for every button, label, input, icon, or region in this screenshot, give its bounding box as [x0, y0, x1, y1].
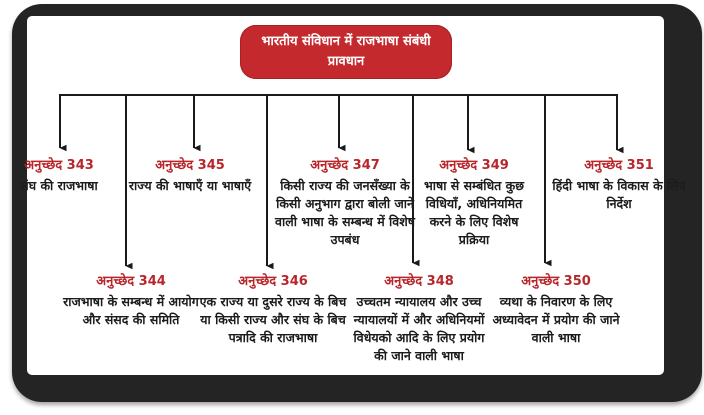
node-article-350: [490, 274, 622, 347]
node-article-343: [0, 158, 118, 195]
article-343-label: अनुच्छेद 343: [24, 158, 94, 173]
article-349-description: भाषा से सम्बंधित कुछ विधियाँ, अधिनियमित करने के लिए विशेष प्रक्रिया: [423, 177, 525, 248]
article-350-label: अनुच्छेद 350: [521, 274, 591, 289]
node-article-348: [346, 274, 492, 365]
article-343-description: संघ की राजभाषा: [20, 177, 98, 193]
node-article-347: [270, 158, 420, 249]
article-351-label: अनुच्छेद 351: [584, 158, 654, 173]
node-article-344: [56, 274, 206, 329]
article-348-description: उच्चतम न्यायालय और उच्च न्यायालयों में और अधिनियमों विधेयको आदि के लिए प्रयोग की जाने वाली भाषा: [353, 293, 485, 364]
node-article-345: [120, 158, 260, 195]
article-350-description: व्यथा के निवारण के लिए अध्यावेदन में प्रयोग की जाने वाली भाषा: [492, 293, 620, 346]
article-345-label: अनुच्छेद 345: [155, 158, 225, 173]
article-347-description: किसी राज्य की जनसँख्या के किसी अनुभाग द्वारा बोली जाने वाली भाषा के सम्बन्ध में विशेष उपबंध: [275, 177, 415, 248]
article-346-description: एक राज्य या दुसरे राज्य के बिच या किसी राज्य और संघ के बिच पत्रादि की राजभाषा: [199, 293, 347, 346]
diagram-title-line1: भारतीय संविधान में राजभाषा संबंधी: [261, 33, 431, 49]
node-article-349: [416, 158, 532, 249]
article-349-label: अनुच्छेद 349: [439, 158, 509, 173]
diagram-title: [240, 25, 452, 79]
node-article-346: [197, 274, 349, 347]
article-346-label: अनुच्छेद 346: [238, 274, 308, 289]
node-article-351: [552, 158, 686, 213]
article-348-label: अनुच्छेद 348: [384, 274, 454, 289]
article-351-description: हिंदी भाषा के विकास के लिए निर्देश: [552, 177, 686, 212]
article-344-description: राजभाषा के सम्बन्ध में आयोग और संसद की समिति: [63, 293, 199, 328]
article-344-label: अनुच्छेद 344: [96, 274, 166, 289]
diagram-title-line2: प्रावधान: [327, 54, 365, 69]
article-347-label: अनुच्छेद 347: [310, 158, 380, 173]
article-345-description: राज्य की भाषाएँ या भाषाएँ: [128, 177, 252, 193]
